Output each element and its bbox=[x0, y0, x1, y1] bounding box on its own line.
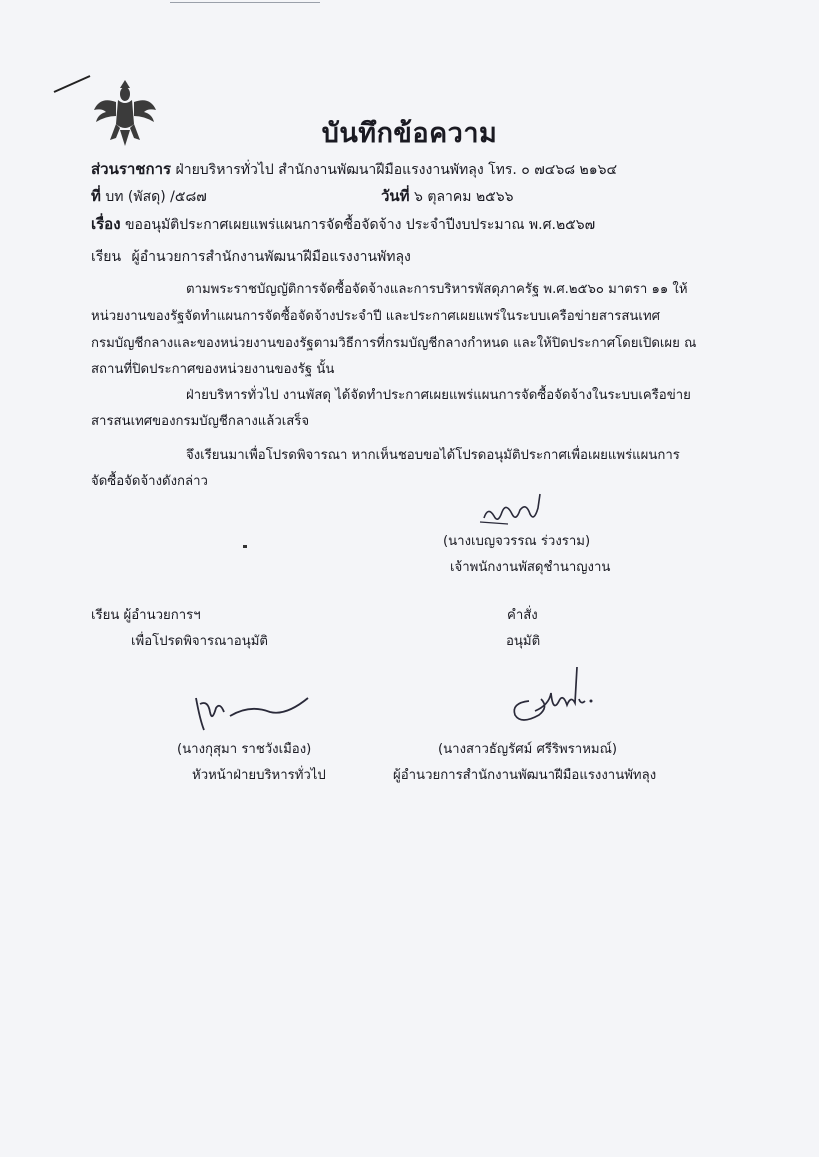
ref-label: ที่ bbox=[91, 187, 101, 205]
to-label: เรียน bbox=[91, 249, 122, 265]
agency-line bbox=[91, 157, 617, 181]
ref-line bbox=[91, 184, 207, 208]
signature-3 bbox=[505, 665, 600, 730]
scan-mark bbox=[170, 2, 320, 3]
signer3-position: ผู้อำนวยการสำนักงานพัฒนาฝีมือแรงงานพัทลุง bbox=[393, 768, 657, 783]
subject-value: ขออนุมัติประกาศเผยแพร่แผนการจัดซื้อจัดจ้าง ประจำปีงบประมาณ พ.ศ.๒๕๖๗ bbox=[124, 217, 596, 233]
subject-line bbox=[91, 212, 595, 236]
order-label: คำสั่ง bbox=[507, 608, 538, 623]
ref-value: บท (พัสดุ) /๕๘๗ bbox=[105, 189, 207, 205]
signer3-name: (นางสาวธัญรัศม์ ศรีริพราหมณ์) bbox=[438, 742, 617, 757]
forward-to: เรียน ผู้อำนวยการฯ bbox=[91, 608, 201, 623]
signer2-name: (นางกุสุมา ราชวังเมือง) bbox=[177, 742, 312, 757]
date-value: ๖ ตุลาคม ๒๕๖๖ bbox=[414, 189, 514, 205]
signer2-position: หัวหน้าฝ่ายบริหารทั่วไป bbox=[192, 768, 326, 783]
signer1-position: เจ้าพนักงานพัสดุชำนาญงาน bbox=[450, 560, 611, 575]
para2-line1: ฝ่ายบริหารทั่วไป งานพัสดุ ได้จัดทำประกาศเผยแพร่แผนการจัดซื้อจัดจ้างในระบบเครือข่าย bbox=[186, 388, 691, 403]
to-line bbox=[91, 246, 411, 268]
para1-line2: หน่วยงานของรัฐจัดทำแผนการจัดซื้อจัดจ้างประจำปี และประกาศเผยแพร่ในระบบเครือข่ายสารสนเทศ bbox=[91, 309, 661, 324]
signature-1 bbox=[478, 488, 558, 530]
signer1-name: (นางเบญจวรรณ ร่วงราม) bbox=[443, 534, 591, 549]
date-line bbox=[381, 184, 514, 208]
para1-line3: กรมบัญชีกลางและของหน่วยงานของรัฐตามวิธีการที่กรมบัญชีกลางกำหนด และให้ปิดประกาศโดยเปิดเผย ณ bbox=[91, 336, 697, 351]
para3-line2: จัดซื้อจัดจ้างดังกล่าว bbox=[91, 474, 208, 489]
para3-line1: จึงเรียนมาเพื่อโปรดพิจารณา หากเห็นชอบขอได้โปรดอนุมัติประกาศเพื่อเผยแพร่แผนการ bbox=[186, 448, 680, 463]
agency-label: ส่วนราชการ bbox=[91, 160, 172, 178]
agency-value: ฝ่ายบริหารทั่วไป สำนักงานพัฒนาฝีมือแรงงานพัทลุง โทร. ๐ ๗๔๖๘ ๒๑๖๔ bbox=[175, 162, 618, 178]
memo-title: บันทึกข้อความ bbox=[321, 118, 498, 149]
scan-dot bbox=[243, 545, 247, 548]
date-label: วันที่ bbox=[381, 187, 410, 205]
to-value: ผู้อำนวยการสำนักงานพัฒนาฝีมือแรงงานพัทลุง bbox=[131, 249, 411, 265]
para1-line4: สถานที่ปิดประกาศของหน่วยงานของรัฐ นั้น bbox=[91, 362, 335, 377]
subject-label: เรื่อง bbox=[91, 215, 121, 233]
para1-line1: ตามพระราชบัญญัติการจัดซื้อจัดจ้างและการบริหารพัสดุภาครัฐ พ.ศ.๒๕๖๐ มาตรา ๑๑ ให้ bbox=[186, 282, 688, 297]
order-value: อนุมัติ bbox=[506, 634, 541, 649]
signature-2 bbox=[190, 690, 315, 735]
forward-note: เพื่อโปรดพิจารณาอนุมัติ bbox=[131, 634, 268, 649]
para2-line2: สารสนเทศของกรมบัญชีกลางแล้วเสร็จ bbox=[91, 414, 310, 429]
